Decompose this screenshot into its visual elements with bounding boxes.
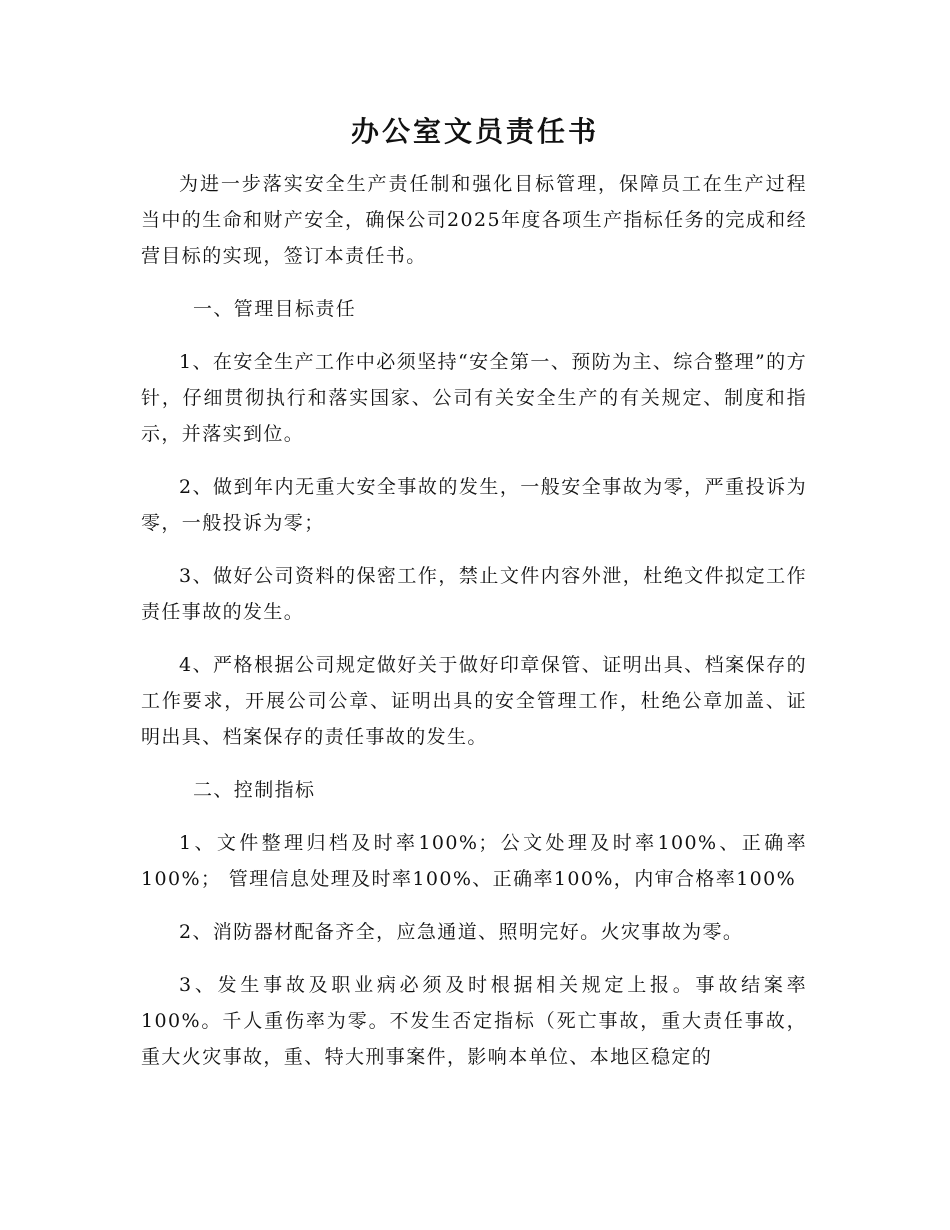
management-item-3: 3、做好公司资料的保密工作，禁止文件内容外泄，杜绝文件拟定工作责任事故的发生。: [141, 565, 807, 623]
management-item-2: 2、做到年内无重大安全事故的发生，一般安全事故为零，严重投诉为零，一般投诉为零；: [141, 476, 807, 534]
document-body: [141, 166, 807, 1075]
control-item-1: 1、文件整理归档及时率100%；公文处理及时率100%、正确率100%； 管理信息处理及时率100%、正确率100%，内审合格率100%: [141, 832, 807, 890]
intro-paragraph: 为进一步落实安全生产责任制和强化目标管理，保障员工在生产过程当中的生命和财产安全，确保公司2025年度各项生产指标任务的完成和经营目标的实现，签订本责任书。: [141, 173, 807, 267]
document-title: 办公室文员责任书: [350, 115, 599, 148]
section-heading-management: 一、管理目标责任: [193, 298, 357, 320]
management-item-4: 4、严格根据公司规定做好关于做好印章保管、证明出具、档案保存的工作要求，开展公司公章、证明出具的安全管理工作，杜绝公章加盖、证明出具、档案保存的责任事故的发生。: [141, 654, 807, 748]
section-heading-control: 二、控制指标: [193, 779, 316, 801]
management-item-1: 1、在安全生产工作中必须坚持“安全第一、预防为主、综合整理”的方针，仔细贯彻执行和落实国家、公司有关安全生产的有关规定、制度和指示，并落实到位。: [141, 351, 807, 445]
control-item-3: 3、发生事故及职业病必须及时根据相关规定上报。事故结案率100%。千人重伤率为零。不发生否定指标（死亡事故，重大责任事故，重大火灾事故，重、特大刑事案件，影响本单位、本地区稳定的: [141, 974, 807, 1068]
control-item-2: 2、消防器材配备齐全，应急通道、照明完好。火灾事故为零。: [179, 921, 744, 943]
